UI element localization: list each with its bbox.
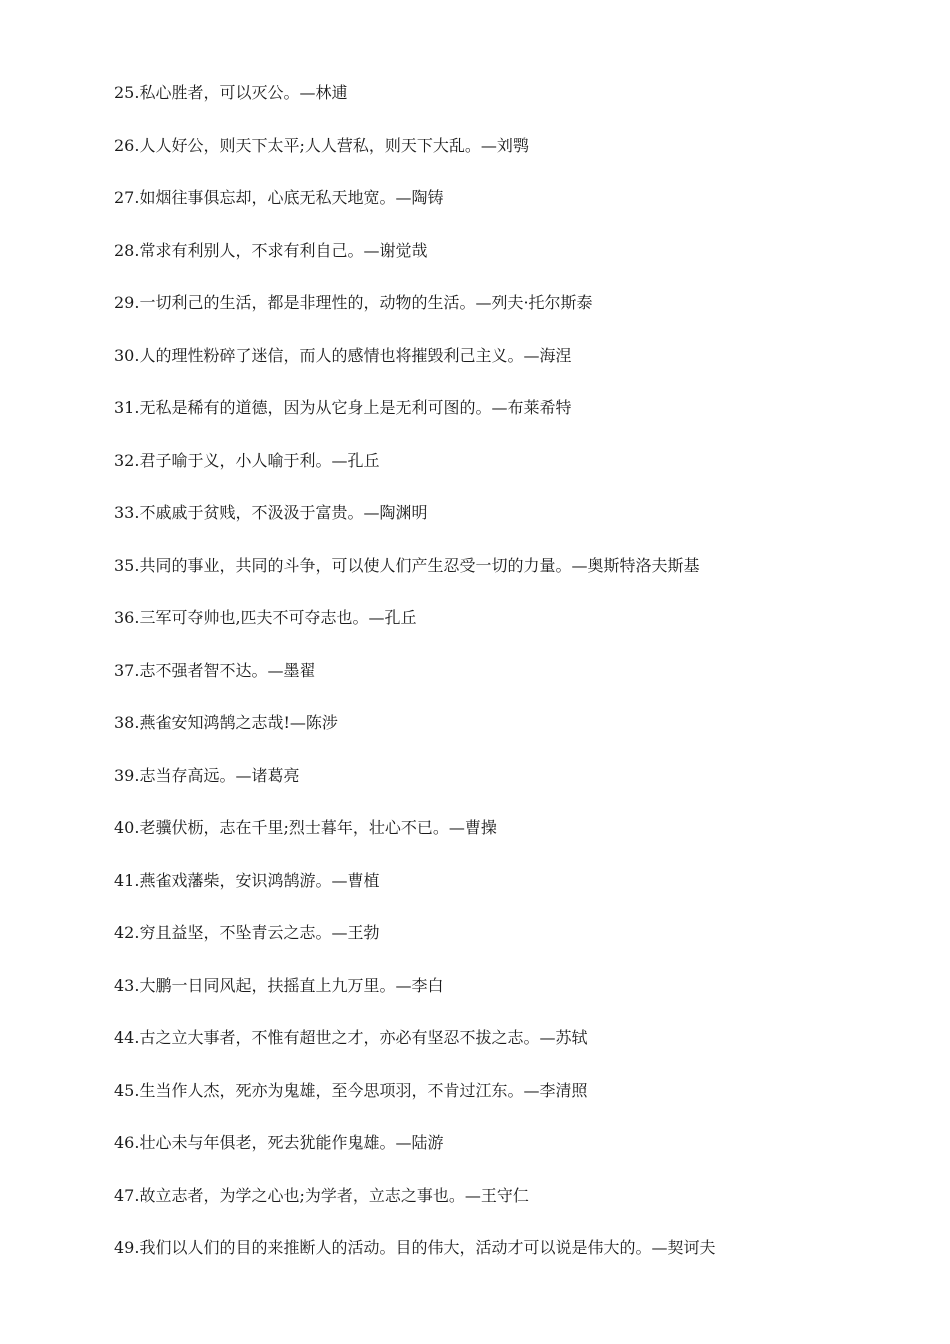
quote-list xyxy=(114,80,914,1288)
quote-line: 29.一切利己的生活，都是非理性的，动物的生活。—列夫·托尔斯泰 xyxy=(114,293,593,312)
quote-line: 49.我们以人们的目的来推断人的活动。目的伟大，活动才可以说是伟大的。—契诃夫 xyxy=(114,1238,716,1257)
quote-line: 46.壮心未与年俱老，死去犹能作鬼雄。—陆游 xyxy=(114,1133,444,1152)
quote-line: 38.燕雀安知鸿鹄之志哉!—陈涉 xyxy=(114,713,338,732)
quote-line: 28.常求有利别人，不求有利自己。—谢觉哉 xyxy=(114,240,428,260)
quote-line: 44.古之立大事者，不惟有超世之才，亦必有坚忍不拔之志。—苏轼 xyxy=(114,1028,588,1047)
quote-line: 31.无私是稀有的道德，因为从它身上是无利可图的。—布莱希特 xyxy=(114,398,572,417)
quote-line: 32.君子喻于义，小人喻于利。—孔丘 xyxy=(114,450,380,470)
quote-line: 27.如烟往事俱忘却，心底无私天地宽。—陶铸 xyxy=(114,188,444,207)
quote-line: 33.不戚戚于贫贱，不汲汲于富贵。—陶渊明 xyxy=(114,503,428,522)
quote-line: 25.私心胜者，可以灭公。—林逋 xyxy=(114,83,348,102)
quote-line: 41.燕雀戏藩柴，安识鸿鹄游。—曹植 xyxy=(114,870,380,890)
quote-line: 30.人的理性粉碎了迷信，而人的感情也将摧毁利己主义。—海涅 xyxy=(114,345,572,365)
quote-line: 26.人人好公，则天下太平;人人营私，则天下大乱。—刘鹗 xyxy=(114,135,529,155)
quote-line: 42.穷且益坚，不坠青云之志。—王勃 xyxy=(114,923,380,942)
quote-line: 47.故立志者，为学之心也;为学者，立志之事也。—王守仁 xyxy=(114,1185,529,1205)
quote-line: 39.志当存高远。—诸葛亮 xyxy=(114,765,300,785)
quote-line: 37.志不强者智不达。—墨翟 xyxy=(114,660,316,680)
quote-line: 45.生当作人杰，死亦为鬼雄，至今思项羽，不肯过江东。—李清照 xyxy=(114,1080,588,1100)
quote-line: 40.老骥伏枥，志在千里;烈士暮年，壮心不已。—曹操 xyxy=(114,818,497,837)
quote-line: 35.共同的事业，共同的斗争，可以使人们产生忍受一切的力量。—奥斯特洛夫斯基 xyxy=(114,555,700,575)
quote-line: 43.大鹏一日同风起，扶摇直上九万里。—李白 xyxy=(114,975,444,995)
quote-line: 36.三军可夺帅也,匹夫不可夺志也。—孔丘 xyxy=(114,608,417,627)
